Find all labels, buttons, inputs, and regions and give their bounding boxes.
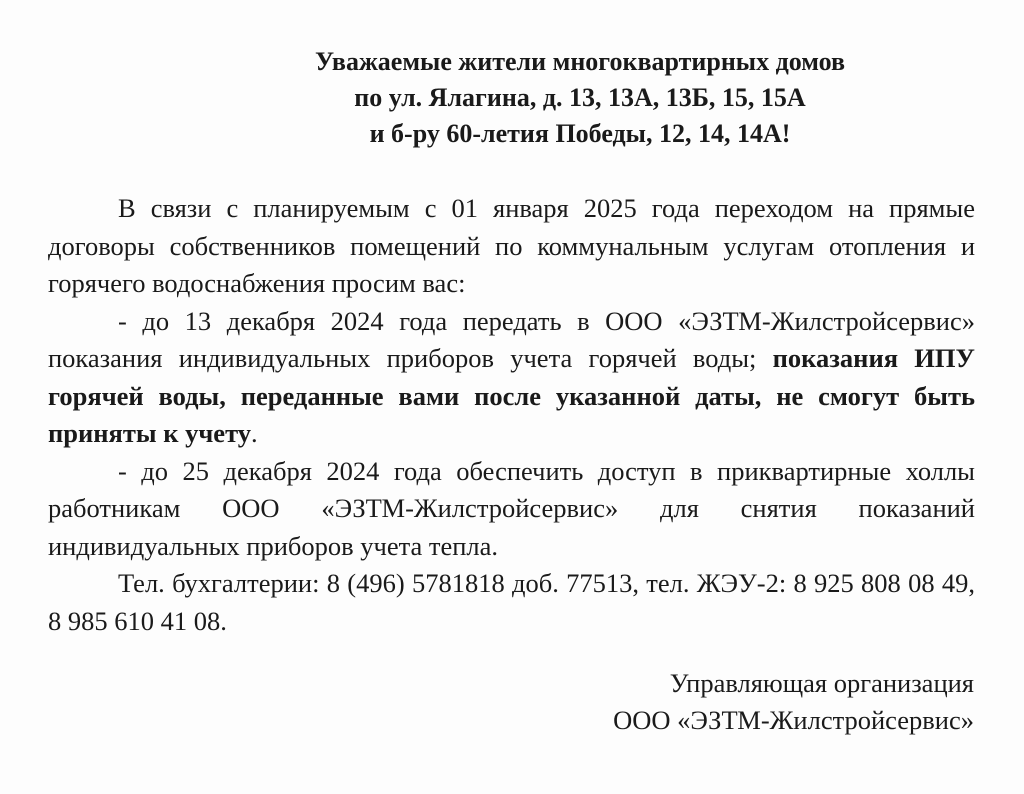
notice-heading xyxy=(150,44,1010,152)
item-1-paragraph xyxy=(48,303,975,453)
heading-line-2: по ул. Ялагина, д. 13, 13А, 13Б, 15, 15А xyxy=(354,83,806,112)
intro-paragraph: В связи с планируемым с 01 января 2025 года переходом на прямые договоры собственников помещений по коммунальным услугам отопления и горячего водоснабжения просим вас: xyxy=(48,193,975,298)
heading-line-3: и б-ру 60-летия Победы, 12, 14, 14А! xyxy=(369,119,791,148)
item-2-paragraph: - до 25 декабря 2024 года обеспечить доступ в приквартирные холлы работникам ООО «ЭЗТМ-Жилстройсервис» для снятия показаний индивидуальных приборов учета тепла. xyxy=(48,455,975,561)
signature-line-2: ООО «ЭЗТМ-Жилстройсервис» xyxy=(613,705,974,735)
item-1-text: - до 13 декабря 2024 года передать в ООО «ЭЗТМ-Жилстройсервис» показания индивидуальных приборов учета горячей воды; xyxy=(48,305,975,373)
signature-block xyxy=(613,665,974,739)
phones-paragraph: Тел. бухгалтерии: 8 (496) 5781818 доб. 77513, тел. ЖЭУ-2: 8 925 808 08 49, 8 985 610 41 08. xyxy=(48,568,975,636)
signature-line-1: Управляющая организация xyxy=(669,668,974,698)
item-1-bold-warning: показания ИПУ горячей воды, переданные вами после указанной даты, не смогут быть приняты к учету xyxy=(48,343,975,448)
item-1-end: . xyxy=(250,418,258,448)
notice-body xyxy=(48,190,975,640)
heading-line-1: Уважаемые жители многоквартирных домов xyxy=(314,47,846,76)
